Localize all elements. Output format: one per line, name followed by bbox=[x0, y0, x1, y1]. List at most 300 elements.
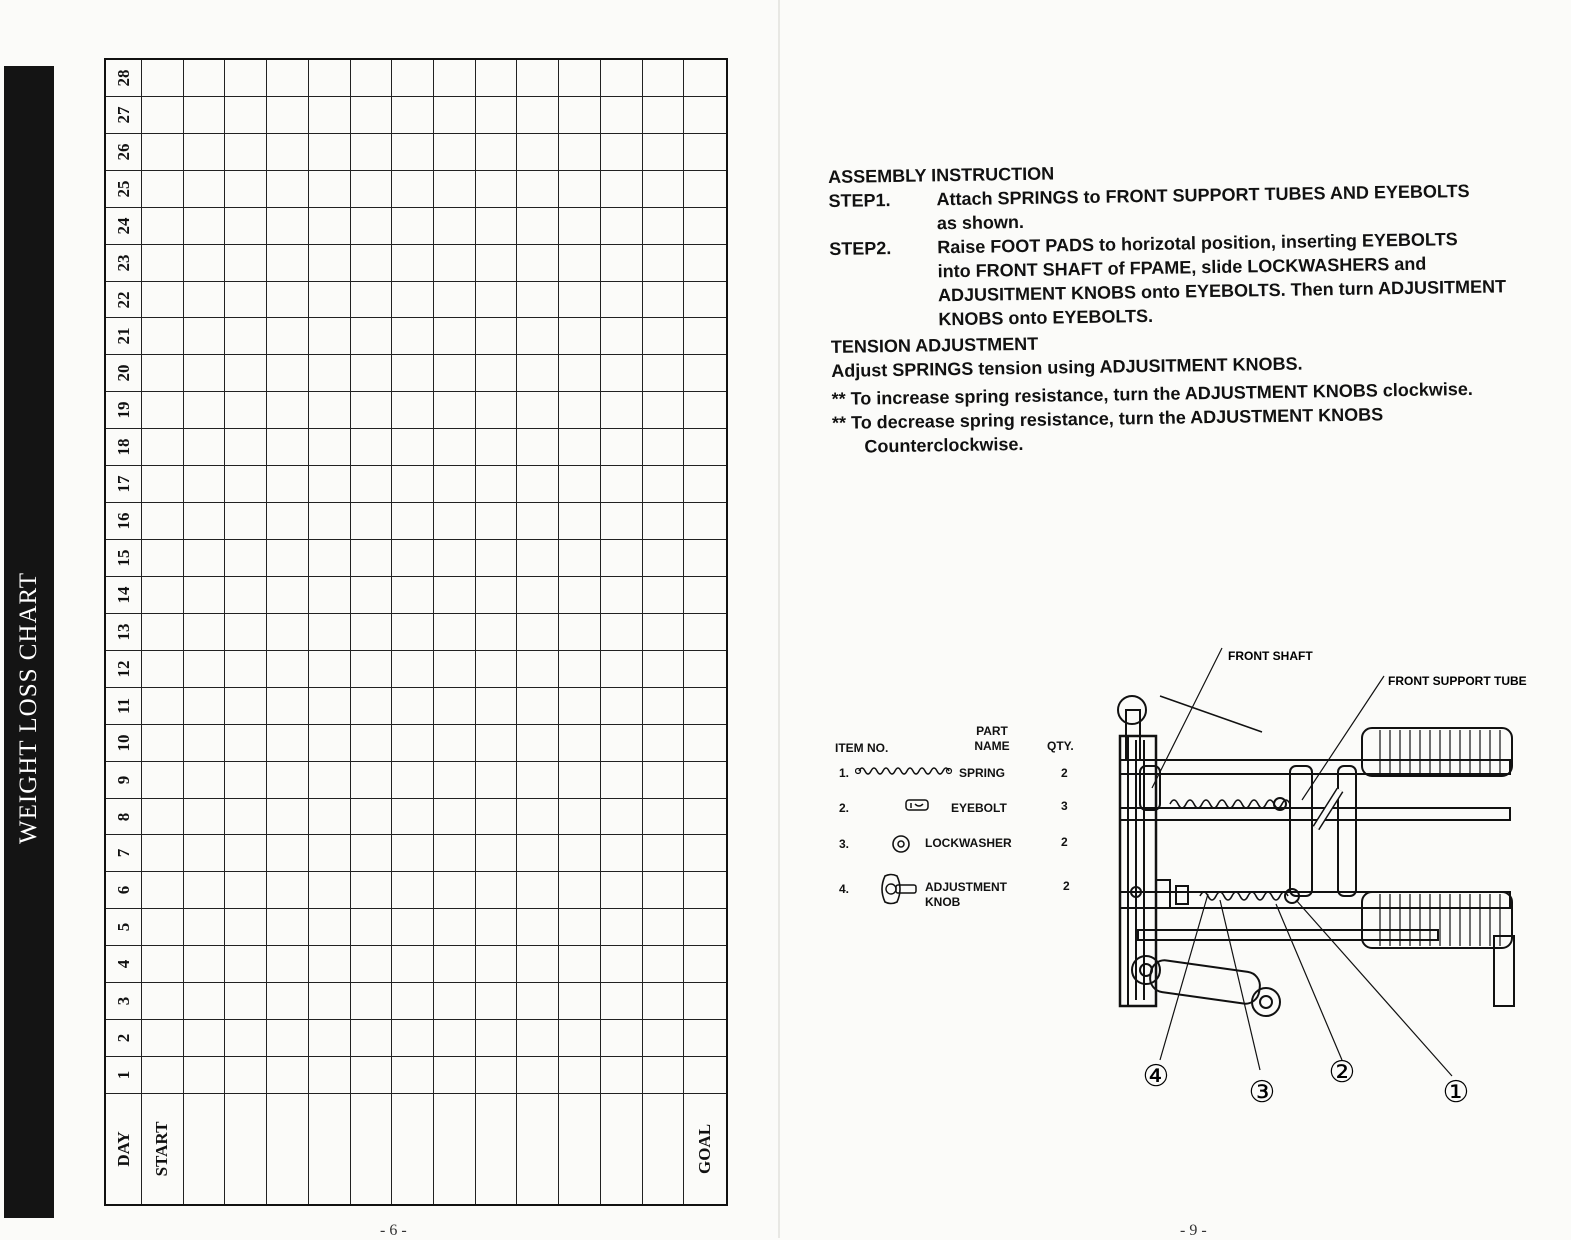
weight-entry-cell bbox=[392, 429, 434, 466]
tension-heading: TENSION ADJUSTMENT bbox=[830, 333, 1039, 357]
weight-entry-cell bbox=[142, 540, 184, 577]
weight-entry-cell bbox=[309, 1020, 351, 1057]
weight-entry-cell bbox=[184, 392, 226, 429]
weight-entry-cell bbox=[601, 466, 643, 503]
weight-entry-cell bbox=[225, 208, 267, 245]
weight-entry-cell bbox=[643, 835, 685, 872]
weight-entry-cell bbox=[601, 1020, 643, 1057]
weight-entry-cell bbox=[267, 134, 309, 171]
weight-entry-cell bbox=[351, 171, 393, 208]
weight-entry-cell bbox=[267, 725, 309, 762]
weight-entry-cell bbox=[476, 355, 518, 392]
weight-entry-cell bbox=[559, 60, 601, 97]
day-number-cell bbox=[106, 208, 142, 245]
weight-entry-cell bbox=[517, 909, 559, 946]
weight-entry-cell bbox=[392, 171, 434, 208]
weight-entry-cell bbox=[184, 835, 226, 872]
weight-entry-cell bbox=[392, 762, 434, 799]
row-label-cell bbox=[559, 1094, 601, 1204]
day-number: 15 bbox=[113, 549, 133, 567]
weight-entry-cell bbox=[225, 909, 267, 946]
weight-entry-cell bbox=[643, 245, 685, 282]
weight-entry-cell bbox=[184, 355, 226, 392]
weight-entry-cell bbox=[184, 799, 226, 836]
row-label-cell bbox=[184, 1094, 226, 1204]
weight-entry-cell bbox=[225, 97, 267, 134]
weight-entry-cell bbox=[476, 909, 518, 946]
weight-entry-cell bbox=[267, 835, 309, 872]
assembly-heading: ASSEMBLY INSTRUCTION bbox=[828, 163, 1055, 187]
weight-entry-cell bbox=[434, 318, 476, 355]
weight-entry-cell bbox=[559, 1057, 601, 1094]
weight-entry-cell bbox=[142, 872, 184, 909]
eyebolt-icon bbox=[905, 798, 931, 812]
weight-entry-cell bbox=[684, 60, 726, 97]
weight-entry-cell bbox=[142, 60, 184, 97]
weight-entry-cell bbox=[643, 355, 685, 392]
weight-entry-cell bbox=[309, 983, 351, 1020]
weight-entry-cell bbox=[351, 134, 393, 171]
day-number: 22 bbox=[113, 291, 133, 309]
weight-entry-cell bbox=[684, 318, 726, 355]
part-row-3-name: LOCKWASHER bbox=[925, 836, 1012, 850]
weight-entry-cell bbox=[392, 1020, 434, 1057]
weight-entry-cell bbox=[559, 97, 601, 134]
day-number: 8 bbox=[113, 812, 133, 821]
day-number: 24 bbox=[113, 217, 133, 235]
weight-entry-cell bbox=[476, 1020, 518, 1057]
adjustment-knob-icon bbox=[877, 872, 919, 906]
weight-entry-cell bbox=[351, 577, 393, 614]
weight-entry-cell bbox=[476, 614, 518, 651]
weight-entry-cell bbox=[392, 355, 434, 392]
day-number: 13 bbox=[113, 623, 133, 641]
weight-entry-cell bbox=[643, 614, 685, 651]
weight-entry-cell bbox=[517, 208, 559, 245]
part-row-1-qty: 2 bbox=[1061, 766, 1068, 780]
weight-entry-cell bbox=[392, 614, 434, 651]
weight-entry-cell bbox=[225, 762, 267, 799]
weight-entry-cell bbox=[684, 466, 726, 503]
weight-entry-cell bbox=[392, 1057, 434, 1094]
row-label-cell bbox=[601, 1094, 643, 1204]
weight-entry-cell bbox=[184, 651, 226, 688]
day-number: 25 bbox=[113, 180, 133, 198]
day-number: 28 bbox=[113, 69, 133, 87]
weight-entry-cell bbox=[142, 503, 184, 540]
weight-entry-cell bbox=[392, 872, 434, 909]
weight-entry-cell bbox=[309, 97, 351, 134]
weight-entry-cell bbox=[643, 503, 685, 540]
day-number-cell bbox=[106, 355, 142, 392]
weight-entry-cell bbox=[643, 208, 685, 245]
part-row-3-no: 3. bbox=[839, 837, 850, 851]
day-number: 16 bbox=[113, 512, 133, 530]
weight-entry-cell bbox=[476, 245, 518, 282]
weight-entry-cell bbox=[392, 134, 434, 171]
weight-entry-cell bbox=[184, 60, 226, 97]
weight-entry-cell bbox=[559, 835, 601, 872]
weight-entry-cell bbox=[601, 245, 643, 282]
weight-entry-cell bbox=[309, 503, 351, 540]
day-number-cell bbox=[106, 799, 142, 836]
row-label-cell bbox=[392, 1094, 434, 1204]
weight-entry-cell bbox=[142, 429, 184, 466]
day-number: 6 bbox=[113, 886, 133, 895]
weight-entry-cell bbox=[142, 134, 184, 171]
row-label-cell bbox=[309, 1094, 351, 1204]
weight-entry-cell bbox=[309, 466, 351, 503]
weight-entry-cell bbox=[476, 688, 518, 725]
day-header-cell bbox=[106, 1094, 142, 1204]
weight-entry-cell bbox=[517, 97, 559, 134]
weight-entry-cell bbox=[559, 1020, 601, 1057]
weight-entry-cell bbox=[184, 946, 226, 983]
weight-entry-cell bbox=[517, 835, 559, 872]
part-row-4-qty: 2 bbox=[1063, 879, 1070, 893]
weight-entry-cell bbox=[684, 909, 726, 946]
day-number-cell bbox=[106, 245, 142, 282]
weight-entry-cell bbox=[559, 540, 601, 577]
weight-entry-cell bbox=[476, 429, 518, 466]
weight-entry-cell bbox=[601, 651, 643, 688]
day-number: 26 bbox=[113, 143, 133, 161]
weight-entry-cell bbox=[559, 171, 601, 208]
weight-entry-cell bbox=[184, 171, 226, 208]
weight-entry-cell bbox=[225, 835, 267, 872]
weight-entry-cell bbox=[684, 725, 726, 762]
weight-entry-cell bbox=[309, 245, 351, 282]
callout-1: ① bbox=[1442, 1075, 1470, 1110]
weight-entry-cell bbox=[351, 503, 393, 540]
step2-line4: KNOBS onto EYEBOLTS. bbox=[938, 305, 1154, 330]
weight-entry-cell bbox=[476, 946, 518, 983]
weight-entry-cell bbox=[434, 835, 476, 872]
weight-entry-cell bbox=[517, 946, 559, 983]
weight-entry-cell bbox=[434, 725, 476, 762]
weight-entry-cell bbox=[184, 97, 226, 134]
weight-entry-cell bbox=[392, 540, 434, 577]
weight-entry-cell bbox=[684, 208, 726, 245]
weight-entry-cell bbox=[351, 725, 393, 762]
row-label-cell bbox=[142, 1094, 184, 1204]
weight-entry-cell bbox=[309, 835, 351, 872]
weight-entry-cell bbox=[351, 799, 393, 836]
step1-line2: as shown. bbox=[936, 211, 1025, 234]
weight-entry-cell bbox=[351, 872, 393, 909]
parts-table bbox=[835, 724, 1085, 924]
weight-entry-cell bbox=[517, 799, 559, 836]
weight-entry-cell bbox=[142, 1057, 184, 1094]
weight-entry-cell bbox=[267, 1020, 309, 1057]
weight-entry-cell bbox=[309, 392, 351, 429]
callout-4: ④ bbox=[1142, 1059, 1170, 1094]
weight-entry-cell bbox=[517, 60, 559, 97]
weight-entry-cell bbox=[476, 872, 518, 909]
weight-entry-cell bbox=[225, 983, 267, 1020]
weight-entry-cell bbox=[351, 1020, 393, 1057]
leader-front-support-tube bbox=[1302, 676, 1384, 800]
part-row-2-name: EYEBOLT bbox=[951, 801, 1007, 815]
weight-entry-cell bbox=[142, 835, 184, 872]
weight-entry-cell bbox=[351, 909, 393, 946]
weight-entry-cell bbox=[601, 392, 643, 429]
weight-entry-cell bbox=[559, 282, 601, 319]
day-number-cell bbox=[106, 429, 142, 466]
weight-entry-cell bbox=[559, 503, 601, 540]
weight-entry-cell bbox=[434, 208, 476, 245]
weight-entry-cell bbox=[184, 688, 226, 725]
weight-entry-cell bbox=[267, 60, 309, 97]
col-item-header: ITEM NO. bbox=[835, 741, 889, 755]
day-number-cell bbox=[106, 97, 142, 134]
weight-entry-cell bbox=[225, 392, 267, 429]
weight-entry-cell bbox=[517, 983, 559, 1020]
weight-entry-cell bbox=[184, 134, 226, 171]
weight-entry-cell bbox=[601, 208, 643, 245]
weight-entry-cell bbox=[309, 171, 351, 208]
weight-entry-cell bbox=[643, 60, 685, 97]
weight-entry-cell bbox=[643, 318, 685, 355]
weight-entry-cell bbox=[559, 392, 601, 429]
weight-entry-cell bbox=[392, 946, 434, 983]
weight-entry-cell bbox=[225, 651, 267, 688]
weight-entry-cell bbox=[559, 318, 601, 355]
weight-entry-cell bbox=[225, 725, 267, 762]
weight-entry-cell bbox=[267, 872, 309, 909]
weight-entry-cell bbox=[142, 466, 184, 503]
weight-entry-cell bbox=[434, 577, 476, 614]
weight-entry-cell bbox=[309, 355, 351, 392]
step2-label: STEP2. bbox=[829, 238, 892, 259]
weight-entry-cell bbox=[267, 909, 309, 946]
assembly-instructions bbox=[828, 154, 1553, 459]
weight-entry-cell bbox=[267, 355, 309, 392]
weight-entry-cell bbox=[476, 1057, 518, 1094]
weight-entry-cell bbox=[476, 318, 518, 355]
weight-entry-cell bbox=[476, 725, 518, 762]
weight-entry-cell bbox=[392, 318, 434, 355]
weight-entry-cell bbox=[351, 688, 393, 725]
weight-entry-cell bbox=[267, 282, 309, 319]
day-number: 27 bbox=[113, 106, 133, 124]
day-number-cell bbox=[106, 762, 142, 799]
page-number-left: - 6 - bbox=[380, 1222, 407, 1239]
note-decrease-line2: Counterclockwise. bbox=[864, 433, 1024, 457]
weight-entry-cell bbox=[392, 983, 434, 1020]
weight-entry-cell bbox=[267, 688, 309, 725]
col-part-header: PART NAME bbox=[974, 724, 1010, 753]
weight-entry-cell bbox=[601, 134, 643, 171]
weight-entry-cell bbox=[309, 134, 351, 171]
note-decrease: ** To decrease spring resistance, turn the ADJUSTMENT KNOBS bbox=[831, 404, 1384, 433]
weight-entry-cell bbox=[184, 872, 226, 909]
weight-entry-cell bbox=[142, 97, 184, 134]
weight-entry-cell bbox=[684, 134, 726, 171]
day-number-cell bbox=[106, 466, 142, 503]
weight-entry-cell bbox=[225, 688, 267, 725]
lockwasher-icon bbox=[891, 834, 911, 854]
weight-entry-cell bbox=[684, 983, 726, 1020]
weight-entry-cell bbox=[476, 762, 518, 799]
weight-entry-cell bbox=[184, 245, 226, 282]
weight-entry-cell bbox=[559, 762, 601, 799]
weight-entry-cell bbox=[434, 97, 476, 134]
weight-entry-cell bbox=[684, 245, 726, 282]
row-label-cell bbox=[643, 1094, 685, 1204]
day-number: 19 bbox=[113, 401, 133, 419]
weight-entry-cell bbox=[184, 282, 226, 319]
weight-entry-cell bbox=[517, 762, 559, 799]
left-page bbox=[0, 0, 780, 1238]
weight-entry-cell bbox=[267, 503, 309, 540]
part-row-4-name: ADJUSTMENT KNOB bbox=[925, 880, 1008, 909]
weight-entry-cell bbox=[142, 577, 184, 614]
weight-entry-cell bbox=[142, 688, 184, 725]
weight-entry-cell bbox=[559, 725, 601, 762]
step1-label: STEP1. bbox=[828, 190, 891, 211]
weight-entry-cell bbox=[184, 318, 226, 355]
weight-entry-cell bbox=[643, 688, 685, 725]
weight-entry-cell bbox=[309, 577, 351, 614]
weight-entry-cell bbox=[351, 429, 393, 466]
weight-entry-cell bbox=[559, 245, 601, 282]
weight-entry-cell bbox=[351, 614, 393, 651]
chart-title: WEIGHT LOSS CHART bbox=[15, 572, 42, 844]
weight-entry-cell bbox=[434, 503, 476, 540]
weight-entry-cell bbox=[601, 1057, 643, 1094]
weight-entry-cell bbox=[184, 909, 226, 946]
weight-entry-cell bbox=[643, 577, 685, 614]
weight-entry-cell bbox=[351, 355, 393, 392]
step2-line1: Raise FOOT PADS to horizotal position, inserting EYEBOLTS bbox=[937, 229, 1458, 258]
weight-entry-cell bbox=[351, 466, 393, 503]
weight-entry-cell bbox=[434, 614, 476, 651]
weight-entry-cell bbox=[684, 614, 726, 651]
weight-entry-cell bbox=[351, 245, 393, 282]
weight-entry-cell bbox=[225, 540, 267, 577]
weight-entry-cell bbox=[684, 1020, 726, 1057]
row-label-cell bbox=[351, 1094, 393, 1204]
row-label: START bbox=[152, 1121, 172, 1177]
weight-entry-cell bbox=[184, 466, 226, 503]
weight-entry-cell bbox=[225, 946, 267, 983]
day-number-cell bbox=[106, 540, 142, 577]
weight-entry-cell bbox=[643, 909, 685, 946]
weight-entry-cell bbox=[392, 909, 434, 946]
weight-entry-cell bbox=[434, 688, 476, 725]
weight-entry-cell bbox=[643, 540, 685, 577]
weight-entry-cell bbox=[309, 282, 351, 319]
weight-entry-cell bbox=[309, 651, 351, 688]
day-number: 1 bbox=[113, 1070, 133, 1080]
weight-entry-cell bbox=[142, 614, 184, 651]
weight-entry-cell bbox=[476, 503, 518, 540]
weight-entry-cell bbox=[434, 909, 476, 946]
weight-entry-cell bbox=[309, 208, 351, 245]
weight-entry-cell bbox=[309, 614, 351, 651]
row-label-cell bbox=[684, 1094, 726, 1204]
weight-entry-cell bbox=[267, 318, 309, 355]
weight-entry-cell bbox=[267, 466, 309, 503]
weight-entry-cell bbox=[434, 946, 476, 983]
day-number-cell bbox=[106, 282, 142, 319]
spring-icon bbox=[855, 764, 955, 778]
weight-entry-cell bbox=[476, 651, 518, 688]
weight-entry-cell bbox=[517, 355, 559, 392]
weight-entry-cell bbox=[601, 835, 643, 872]
weight-entry-cell bbox=[267, 983, 309, 1020]
weight-entry-cell bbox=[225, 134, 267, 171]
weight-entry-cell bbox=[476, 466, 518, 503]
weight-entry-cell bbox=[434, 1020, 476, 1057]
weight-entry-cell bbox=[309, 318, 351, 355]
day-number-cell bbox=[106, 946, 142, 983]
weight-entry-cell bbox=[184, 983, 226, 1020]
weight-entry-cell bbox=[476, 540, 518, 577]
day-number-cell bbox=[106, 577, 142, 614]
weight-entry-cell bbox=[351, 651, 393, 688]
weight-entry-cell bbox=[643, 97, 685, 134]
leader-front-shaft bbox=[1152, 648, 1222, 788]
weight-entry-cell bbox=[309, 60, 351, 97]
note-increase: ** To increase spring resistance, turn the ADJUSTMENT KNOBS clockwise. bbox=[831, 378, 1473, 409]
weight-entry-cell bbox=[184, 429, 226, 466]
weight-entry-cell bbox=[684, 651, 726, 688]
weight-entry-cell bbox=[392, 799, 434, 836]
weight-entry-cell bbox=[643, 651, 685, 688]
weight-entry-cell bbox=[517, 392, 559, 429]
day-number-cell bbox=[106, 983, 142, 1020]
weight-entry-cell bbox=[643, 171, 685, 208]
row-label: GOAL bbox=[695, 1123, 715, 1175]
weight-entry-cell bbox=[309, 725, 351, 762]
weight-entry-cell bbox=[559, 688, 601, 725]
weight-entry-cell bbox=[684, 392, 726, 429]
weight-entry-cell bbox=[643, 1020, 685, 1057]
weight-entry-cell bbox=[225, 429, 267, 466]
weight-entry-cell bbox=[643, 983, 685, 1020]
weight-entry-cell bbox=[392, 97, 434, 134]
weight-entry-cell bbox=[684, 688, 726, 725]
day-header: DAY bbox=[113, 1131, 133, 1167]
weight-entry-cell bbox=[309, 909, 351, 946]
weight-entry-cell bbox=[184, 503, 226, 540]
weight-entry-cell bbox=[225, 799, 267, 836]
weight-entry-cell bbox=[643, 725, 685, 762]
weight-entry-cell bbox=[684, 171, 726, 208]
weight-entry-cell bbox=[267, 171, 309, 208]
weight-entry-cell bbox=[476, 799, 518, 836]
weight-entry-cell bbox=[309, 429, 351, 466]
weight-entry-cell bbox=[601, 577, 643, 614]
day-number: 4 bbox=[113, 959, 133, 969]
weight-entry-cell bbox=[309, 872, 351, 909]
weight-entry-cell bbox=[684, 429, 726, 466]
part-row-2-no: 2. bbox=[839, 801, 850, 815]
weight-entry-cell bbox=[643, 282, 685, 319]
weight-entry-cell bbox=[684, 282, 726, 319]
weight-entry-cell bbox=[601, 429, 643, 466]
weight-entry-cell bbox=[267, 614, 309, 651]
weight-entry-cell bbox=[643, 134, 685, 171]
step1-line1: Attach SPRINGS to FRONT SUPPORT TUBES AND EYEBOLTS bbox=[936, 180, 1470, 210]
day-number: 18 bbox=[113, 438, 133, 456]
weight-entry-cell bbox=[434, 60, 476, 97]
weight-entry-cell bbox=[559, 429, 601, 466]
weight-entry-cell bbox=[601, 60, 643, 97]
weight-entry-cell bbox=[267, 946, 309, 983]
